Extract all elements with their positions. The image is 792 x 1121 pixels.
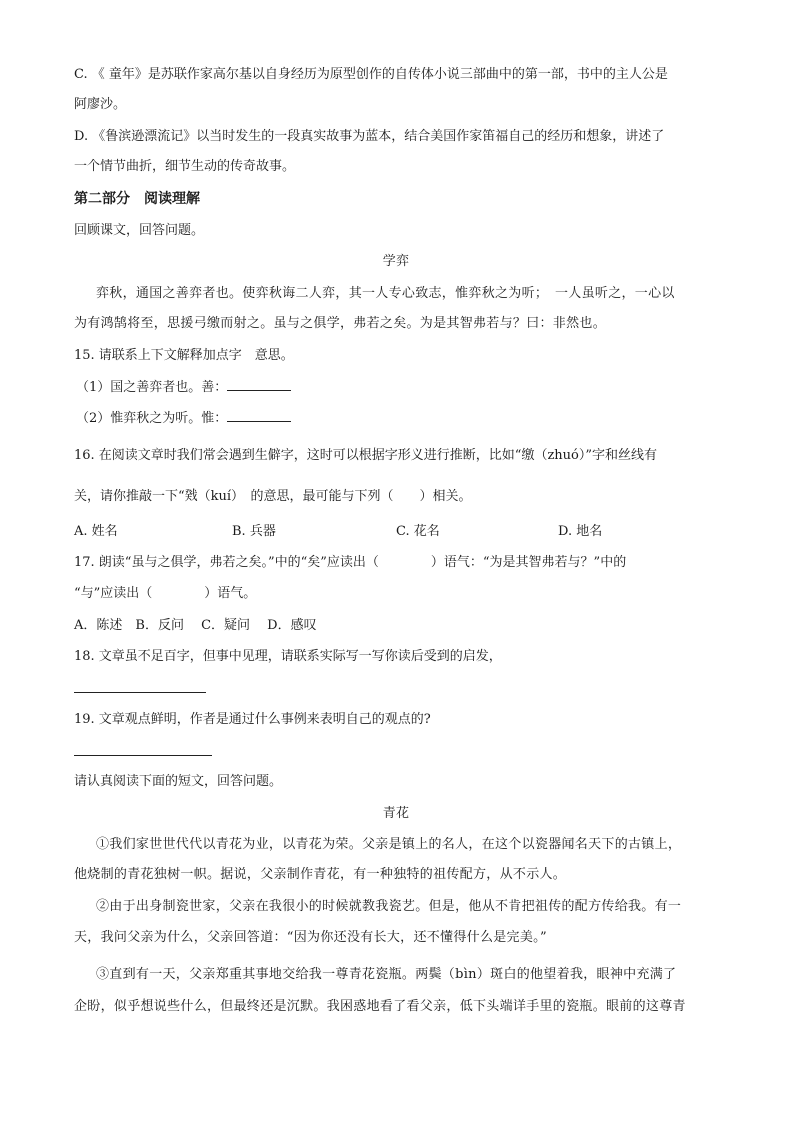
passage-2-p2-line-2: 天，我问父亲为什么，父亲回答道：“因为你还没有长大，还不懂得什么是完美。” — [74, 930, 547, 945]
q16-option-a[interactable]: A. 姓名 — [74, 524, 118, 539]
passage-1-line-2: 为有鸿鹄将至，思援弓缴而射之。虽与之俱学，弗若之矣。为是其智弗若与？曰：非然也。 — [74, 316, 607, 331]
q15-answer-blank-2[interactable] — [227, 409, 291, 422]
q19-answer-line[interactable] — [74, 755, 212, 756]
q16-option-d[interactable]: D. 地名 — [558, 524, 603, 539]
instruction-2: 请认真阅读下面的短文，回答问题。 — [74, 774, 283, 789]
q16-option-b[interactable]: B. 兵器 — [232, 524, 276, 539]
q15-answer-blank-1[interactable] — [227, 378, 291, 391]
q18-answer-line[interactable] — [74, 692, 206, 693]
option-d-line-1: D. 《鲁滨逊漂流记》以当时发生的一段真实故事为蓝本，结合美国作家笛福自己的经历和想象，讲述了 — [74, 129, 665, 144]
passage-2-p3-line-1: ③直到有一天，父亲郑重其事地交给我一尊青花瓷瓶。两鬓（bìn）斑白的他望着我，眼神中充满了 — [96, 967, 677, 982]
q17-line-2 — [74, 585, 724, 603]
q16-line-1: 16. 在阅读文章时我们常会遇到生僻字，这时可以根据字形义进行推断，比如“缴（zhuó）”字和丝线有 — [74, 448, 658, 463]
q17-line-1 — [74, 554, 724, 572]
q15-item-2-text: （2）惟弈秋之为听。惟： — [76, 411, 228, 426]
instruction-1: 回顾课文，回答问题。 — [74, 223, 205, 238]
option-c-line-1: C. 《 童年》是苏联作家高尔基以自身经历为原型创作的自传体小说三部曲中的第一部，书中的主人公是 — [74, 67, 668, 82]
passage-2-p2-line-1: ②由于出身制瓷世家，父亲在我很小的时候就教我瓷艺。但是，他从不肯把祖传的配方传给我。有一 — [96, 899, 682, 914]
q15-item-2 — [76, 409, 726, 428]
passage-1-title: 学弈 — [382, 254, 410, 269]
passage-2-p3-line-2: 企盼，似乎想说些什么，但最终还是沉默。我困惑地看了看父亲，低下头端详手里的瓷瓶。眼前的这尊青 — [74, 999, 686, 1014]
q16-option-c[interactable]: C. 花名 — [396, 524, 440, 539]
q16-line-2: 关，请你推敲一下“戣（kuí） 的意思，最可能与下列（ ）相关。 — [74, 489, 472, 504]
q17-line-1-part-b: ）语气：“为是其智弗若与？”中的 — [430, 555, 627, 570]
passage-1-line-1: 弈秋，通国之善弈者也。使弈秋诲二人弈，其一人专心致志，惟弈秋之为听； 一人虽听之，一心以 — [96, 286, 675, 301]
passage-2-p1-line-2: 他烧制的青花独树一帜。据说，父亲制作青花，有一种独特的祖传配方，从不示人。 — [74, 867, 567, 882]
option-d-line-2: 一个情节曲折，细节生动的传奇故事。 — [74, 159, 296, 174]
q15-item-1 — [76, 378, 726, 397]
q19-stem: 19. 文章观点鲜明，作者是通过什么事例来表明自己的观点的? — [74, 712, 431, 727]
q17-line-1-part-a: 17. 朗读“虽与之俱学，弗若之矣。”中的“矣”应读出（ — [74, 555, 379, 570]
option-c-line-2: 阿廖沙。 — [74, 97, 127, 112]
q15-stem: 15. 请联系上下文解释加点字 意思。 — [74, 348, 294, 363]
q17-line-2-part-b: ）语气。 — [204, 586, 257, 601]
q15-item-1-text: （1）国之善弈者也。善： — [76, 380, 228, 395]
q17-line-2-part-a: “与”应读出（ — [74, 586, 153, 601]
section-heading: 第二部分 阅读理解 — [74, 191, 200, 207]
q17-options[interactable]: A．陈述 B．反问 C．疑问 D．感叹 — [74, 618, 317, 633]
passage-2-title: 青花 — [382, 806, 410, 821]
q18-stem: 18. 文章虽不足百字，但事中见理，请联系实际写一写你读后受到的启发， — [74, 649, 502, 664]
passage-2-p1-line-1: ①我们家世世代代以青花为业，以青花为荣。父亲是镇上的名人，在这个以瓷器闻名天下的古镇上， — [96, 837, 682, 852]
